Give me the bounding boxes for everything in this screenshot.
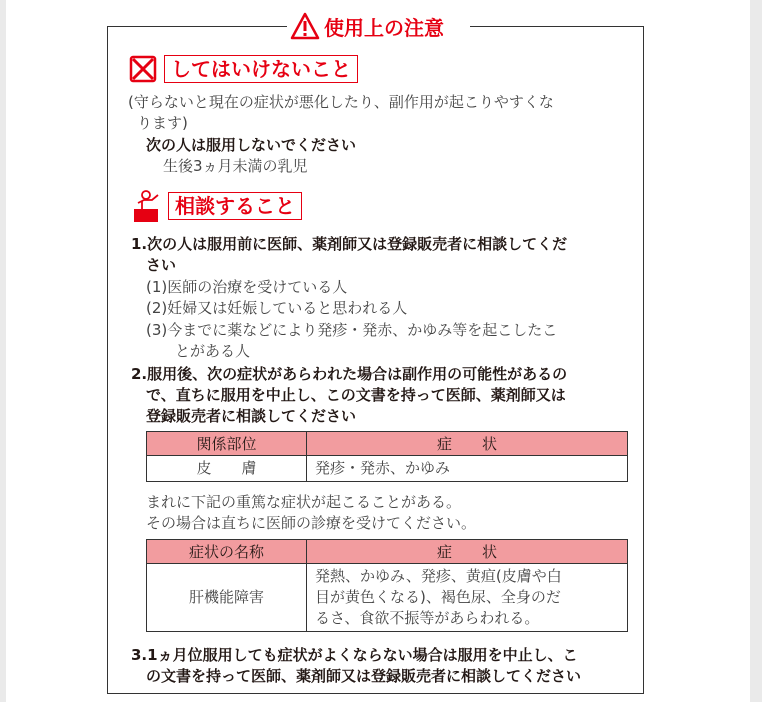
consult-section-heading <box>132 189 302 223</box>
symptom-table-2 <box>146 539 628 632</box>
table-row <box>147 564 628 632</box>
table-cell-name: 肝機能障害 <box>147 564 307 632</box>
table-cell-part: 皮 膚 <box>147 456 307 482</box>
table-header-row <box>147 432 628 456</box>
warning-triangle-icon <box>290 12 320 40</box>
table-header-name: 症状の名称 <box>147 540 307 564</box>
rare-note-line2: その場合は直ちに医師の診療を受けてください。 <box>146 514 477 532</box>
prohibited-note-line2: ります) <box>137 114 188 132</box>
table-cell-symptom <box>307 564 628 632</box>
prohibited-title: してはいけないこと <box>164 55 358 83</box>
symptom-line3: るさ、食欲不振等があらわれる。 <box>315 609 540 627</box>
consult-item1-sub1: (1)医師の治療を受けている人 <box>146 278 348 296</box>
consult-item2-line2: で、直ちに服用を中止し、この文書を持って医師、薬剤師又は <box>146 386 566 404</box>
consult-item2-line1: 2.服用後、次の症状があらわれた場合は副作用の可能性があるの <box>131 365 568 383</box>
frame-top-border-left <box>107 26 287 27</box>
table-header-symptom: 症 状 <box>307 432 628 456</box>
rare-note-line1: まれに下記の重篤な症状が起こることがある。 <box>146 493 462 511</box>
symptom-line1: 発熱、かゆみ、発疹、黄疸(皮膚や白 <box>315 567 562 585</box>
prohibited-item: 生後3ヵ月未満の乳児 <box>163 157 308 175</box>
consult-item1-sub3-line2: とがある人 <box>175 342 251 360</box>
consult-item3-line1: 3.1ヵ月位服用しても症状がよくならない場合は服用を中止し、こ <box>131 646 578 664</box>
symptom-table-1 <box>146 431 628 482</box>
consult-item1-line2: さい <box>146 256 177 274</box>
consult-item1-sub3-line1: (3)今までに薬などにより発疹・発赤、かゆみ等を起こしたこ <box>146 321 558 339</box>
prohibited-note-line1: (守らないと現在の症状が悪化したり、副作用が起こりやすくな <box>128 93 554 111</box>
table-row <box>147 456 628 482</box>
caution-title <box>290 9 444 43</box>
consult-item2-line3: 登録販売者に相談してください <box>146 407 357 425</box>
prohibition-icon <box>128 54 158 84</box>
frame-top-border-right <box>470 26 644 27</box>
consult-person-icon <box>132 189 162 223</box>
prohibited-subhead: 次の人は服用しないでください <box>146 136 357 154</box>
table-cell-symptom: 発疹・発赤、かゆみ <box>307 456 628 482</box>
caution-title-text: 使用上の注意 <box>324 15 444 40</box>
consult-item1-line1: 1.次の人は服用前に医師、薬剤師又は登録販売者に相談してくだ <box>131 235 568 253</box>
symptom-line2: 目が黄色くなる)、褐色尿、全身のだ <box>315 588 561 606</box>
table-header-symptom: 症 状 <box>307 540 628 564</box>
table-header-row <box>147 540 628 564</box>
table-header-part: 関係部位 <box>147 432 307 456</box>
consult-title: 相談すること <box>168 192 302 220</box>
prohibited-section-heading <box>128 54 358 84</box>
consult-item1-sub2: (2)妊婦又は妊娠していると思われる人 <box>146 299 408 317</box>
consult-item3-line2: の文書を持って医師、薬剤師又は登録販売者に相談してください <box>146 667 582 685</box>
